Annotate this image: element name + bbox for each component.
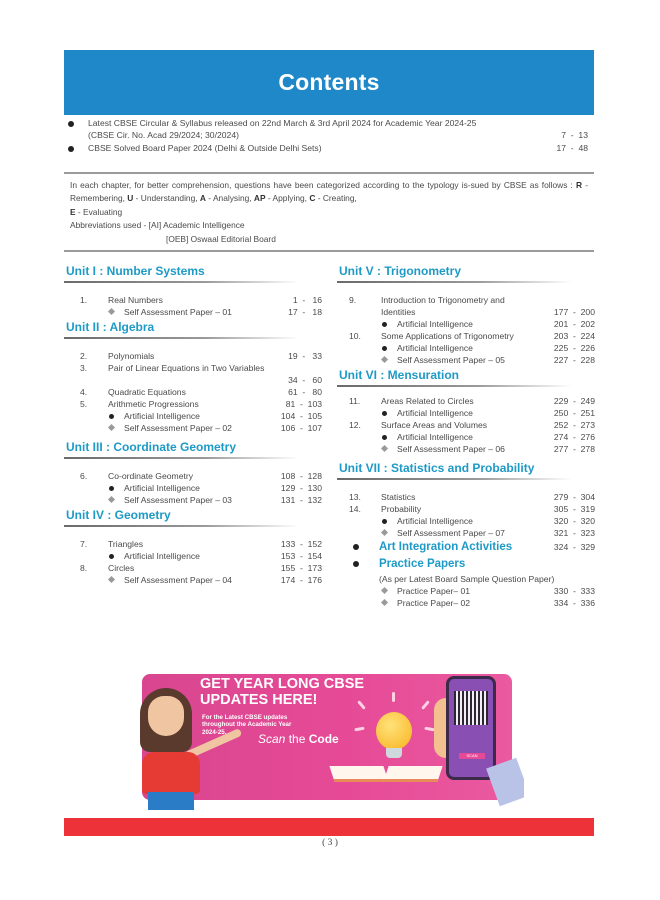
- girl-illustration-icon: [136, 678, 208, 810]
- footer-red-bar: [64, 818, 594, 836]
- page-range: 225 - 226: [553, 343, 595, 353]
- chapter-title: Statistics: [381, 492, 416, 502]
- toc-artificial-intelligence[interactable]: [337, 431, 599, 443]
- chapter-title: Some Applications of Trigonometry: [381, 331, 514, 341]
- light-ray-icon: [392, 692, 395, 702]
- toc-practice-paper[interactable]: [337, 585, 599, 597]
- toc-chapter[interactable]: [64, 362, 326, 386]
- diamond-bullet-icon: [381, 587, 388, 594]
- abbreviation-ai: Abbreviations used - [AI] Academic Intelligence: [70, 220, 245, 231]
- qr-code-icon[interactable]: [454, 691, 488, 725]
- page-range: 17 - 18: [288, 307, 322, 317]
- phone-qr-icon: [446, 676, 496, 780]
- sub-entry-title: Self Assessment Paper – 03: [124, 495, 232, 505]
- sub-entry-title: Artificial Intelligence: [397, 319, 473, 329]
- diamond-bullet-icon: [381, 529, 388, 536]
- toc-left-column: [64, 262, 326, 586]
- chapter-number: 2.: [80, 351, 88, 361]
- chapter-title: Quadratic Equations: [108, 387, 186, 397]
- typology-code: C: [309, 193, 316, 204]
- chapter-title: Pair of Linear Equations in Two Variables: [108, 363, 265, 373]
- banner-headline-line1: GET YEAR LONG CBSE: [200, 676, 365, 692]
- toc-chapter[interactable]: [337, 330, 599, 342]
- toc-chapter[interactable]: [337, 294, 599, 318]
- bullet-dot-icon: [68, 121, 74, 127]
- page-range: 1 - 16: [292, 295, 322, 305]
- page-range: 7 - 13: [561, 129, 588, 140]
- toc-self-assessment[interactable]: [64, 494, 326, 506]
- intro-item-syllabus[interactable]: [64, 118, 594, 141]
- page-range: 104 - 105: [280, 411, 322, 421]
- page-range: 155 - 173: [280, 563, 322, 573]
- chapter-title: Triangles: [108, 539, 144, 549]
- typology-label: - Remembering,: [70, 180, 588, 204]
- chapter-number: 8.: [80, 563, 88, 573]
- bullet-dot-icon: [382, 411, 387, 416]
- unit-heading[interactable]: Unit VI : Mensuration: [339, 368, 459, 382]
- chapter-number: 4.: [80, 387, 88, 397]
- scan-the-code-text: [258, 732, 339, 746]
- toc-chapter[interactable]: [337, 503, 599, 515]
- toc-right-column: [337, 262, 599, 609]
- sub-entry-title: Artificial Intelligence: [397, 343, 473, 353]
- page-range: 34 - 60: [288, 375, 322, 385]
- unit-divider: [64, 281, 299, 283]
- toc-chapter[interactable]: [64, 386, 326, 398]
- sub-entry-title: Artificial Intelligence: [124, 483, 200, 493]
- practice-papers-note: (As per Latest Board Sample Question Paper): [379, 574, 555, 584]
- unit-divider: [337, 478, 572, 480]
- sub-entry-title: Self Assessment Paper – 07: [397, 528, 505, 538]
- page-range: 334 - 336: [553, 598, 595, 608]
- page-range: 133 - 152: [280, 539, 322, 549]
- toc-self-assessment[interactable]: [64, 422, 326, 434]
- unit-divider: [64, 525, 299, 527]
- toc-artificial-intelligence[interactable]: [337, 342, 599, 354]
- toc-self-assessment[interactable]: [64, 574, 326, 586]
- chapter-number: 14.: [349, 504, 361, 514]
- sub-entry-title: Artificial Intelligence: [397, 432, 473, 442]
- banner-subtext-line3: 2024-25.: [202, 728, 227, 736]
- page-range: 129 - 130: [280, 483, 322, 493]
- toc-self-assessment[interactable]: [337, 443, 599, 455]
- bullet-dot-icon: [109, 486, 114, 491]
- chapter-number: 6.: [80, 471, 88, 481]
- typology-code: AP: [253, 193, 266, 204]
- bullet-dot-icon: [109, 554, 114, 559]
- bullet-dot-icon: [353, 544, 359, 550]
- contents-header-band: [64, 50, 594, 115]
- page-range: 321 - 323: [553, 528, 595, 538]
- chapter-title: Introduction to Trigonometry and Identities: [381, 295, 505, 317]
- page-range: 108 - 128: [280, 471, 322, 481]
- toc-artificial-intelligence[interactable]: [337, 407, 599, 419]
- page-range: 61 - 80: [288, 387, 322, 397]
- toc-artificial-intelligence[interactable]: [337, 515, 599, 527]
- page-range: 324 - 329: [553, 542, 595, 552]
- sub-entry-title: Self Assessment Paper – 04: [124, 575, 232, 585]
- toc-practice-paper[interactable]: [337, 597, 599, 609]
- toc-chapter[interactable]: [64, 294, 326, 306]
- lightbulb-icon: [376, 712, 412, 750]
- intro-item-line2: (CBSE Cir. No. Acad 29/2024; 30/2024): [88, 129, 239, 140]
- page-range: 305 - 319: [553, 504, 595, 514]
- toc-practice-papers[interactable]: [337, 556, 599, 573]
- page-range: 229 - 249: [553, 396, 595, 406]
- toc-art-integration[interactable]: [337, 539, 599, 556]
- chapter-title: Arithmetic Progressions: [108, 399, 199, 409]
- toc-self-assessment[interactable]: [64, 306, 326, 318]
- chapter-title: Circles: [108, 563, 135, 573]
- chapter-title: Areas Related to Circles: [381, 396, 474, 406]
- banner-subtext-line2: throughout the Academic Year: [202, 721, 292, 729]
- page-range: 174 - 176: [280, 575, 322, 585]
- chapter-number: 12.: [349, 420, 361, 430]
- typology-prefix: In each chapter, for better comprehension, questions have been categorized according to the typology is-sued by CBSE as follows :: [70, 180, 576, 190]
- page-range: 19 - 33: [288, 351, 322, 361]
- chapter-title: Real Numbers: [108, 295, 163, 305]
- page-range: 227 - 228: [553, 355, 595, 365]
- sub-entry-title: Artificial Intelligence: [124, 551, 200, 561]
- diamond-bullet-icon: [108, 496, 115, 503]
- typology-code: E: [70, 206, 76, 217]
- chapter-number: 7.: [80, 539, 88, 549]
- scan-button[interactable]: SCAN: [459, 753, 485, 759]
- page-range: 177 - 200: [553, 307, 595, 317]
- bullet-dot-icon: [109, 414, 114, 419]
- page-range: 277 - 278: [553, 444, 595, 454]
- page-range: 131 - 132: [280, 495, 322, 505]
- sub-entry-title: Self Assessment Paper – 02: [124, 423, 232, 433]
- typology-code: A: [199, 193, 206, 204]
- typology-label: - Analysing,: [205, 193, 254, 204]
- page-range: 203 - 224: [553, 331, 595, 341]
- special-section-title: Art Integration Activities: [379, 541, 513, 553]
- toc-chapter[interactable]: [337, 419, 599, 431]
- toc-chapter[interactable]: [337, 395, 599, 407]
- toc-chapter[interactable]: [64, 398, 326, 410]
- typology-note: [64, 172, 594, 252]
- page-title: Contents: [278, 69, 380, 95]
- page-range: 252 - 273: [553, 420, 595, 430]
- sub-entry-title: Self Assessment Paper – 01: [124, 307, 232, 317]
- chapter-title: Probability: [381, 504, 422, 514]
- bullet-dot-icon: [382, 435, 387, 440]
- typology-label: - Creating,: [315, 193, 357, 204]
- toc-self-assessment[interactable]: [337, 354, 599, 366]
- page-range: 330 - 333: [553, 586, 595, 596]
- page-range: 201 - 202: [553, 319, 595, 329]
- page-range: 106 - 107: [280, 423, 322, 433]
- chapter-number: 10.: [349, 331, 361, 341]
- abbreviation-oeb: [OEB] Oswaal Editorial Board: [166, 233, 276, 244]
- page-range: 17 - 48: [556, 143, 588, 153]
- page-range: 81 - 103: [285, 399, 322, 409]
- unit-heading[interactable]: Unit II : Algebra: [66, 320, 155, 334]
- page-range: 320 - 320: [553, 516, 595, 526]
- diamond-bullet-icon: [108, 424, 115, 431]
- toc-chapter[interactable]: [64, 350, 326, 362]
- sub-entry-title: Artificial Intelligence: [124, 411, 200, 421]
- unit-heading[interactable]: Unit I : Number Systems: [66, 264, 205, 278]
- toc-self-assessment[interactable]: [337, 527, 599, 539]
- the-word: the: [285, 732, 309, 746]
- bullet-dot-icon: [68, 146, 74, 152]
- toc-chapter[interactable]: [64, 470, 326, 482]
- unit-heading[interactable]: Unit IV : Geometry: [66, 508, 171, 522]
- sub-entry-title: Artificial Intelligence: [397, 408, 473, 418]
- bullet-dot-icon: [382, 346, 387, 351]
- sub-entry-title: Self Assessment Paper – 06: [397, 444, 505, 454]
- diamond-bullet-icon: [108, 576, 115, 583]
- banner-headline: [200, 676, 364, 708]
- sub-entry-title: Self Assessment Paper – 05: [397, 355, 505, 365]
- bullet-dot-icon: [353, 561, 359, 567]
- page-range: 250 - 251: [553, 408, 595, 418]
- toc-artificial-intelligence[interactable]: [64, 410, 326, 422]
- unit-divider: [337, 385, 572, 387]
- code-word: Code: [308, 732, 339, 746]
- toc-chapter[interactable]: [64, 562, 326, 574]
- typology-label: - Understanding,: [133, 193, 200, 204]
- toc-artificial-intelligence[interactable]: [337, 318, 599, 330]
- page-range: 274 - 276: [553, 432, 595, 442]
- banner-subtext-line1: For the Latest CBSE updates: [202, 714, 288, 721]
- diamond-bullet-icon: [381, 445, 388, 452]
- toc-artificial-intelligence[interactable]: [64, 482, 326, 494]
- special-section-title: Practice Papers: [379, 558, 466, 570]
- chapter-title: Surface Areas and Volumes: [381, 420, 488, 430]
- cbse-updates-banner[interactable]: [136, 670, 524, 810]
- chapter-number: 5.: [80, 399, 88, 409]
- intro-item-line1: Latest CBSE Circular & Syllabus released on 22nd March & 3rd April 2024 for Academic Year 2024-25: [88, 118, 477, 128]
- toc-chapter[interactable]: [337, 491, 599, 503]
- intro-list: [64, 118, 594, 155]
- typology-code: R: [576, 180, 583, 190]
- unit-heading[interactable]: Unit V : Trigonometry: [339, 264, 462, 278]
- diamond-bullet-icon: [108, 308, 115, 315]
- chapter-number: 13.: [349, 492, 361, 502]
- diamond-bullet-icon: [381, 356, 388, 363]
- lightbulb-base-icon: [386, 748, 402, 758]
- chapter-number: 9.: [349, 295, 357, 305]
- diamond-bullet-icon: [381, 599, 388, 606]
- page-range: 279 - 304: [553, 492, 595, 502]
- unit-heading[interactable]: Unit III : Coordinate Geometry: [66, 440, 237, 454]
- unit-divider: [64, 337, 299, 339]
- chapter-title: Co-ordinate Geometry: [108, 471, 194, 481]
- chapter-number: 3.: [80, 363, 88, 373]
- intro-item-line1: CBSE Solved Board Paper 2024 (Delhi & Outside Delhi Sets): [88, 143, 322, 153]
- scan-word: Scan: [258, 732, 286, 746]
- typology-text: [70, 179, 588, 219]
- banner-headline-line2: UPDATES HERE!: [200, 692, 318, 708]
- open-book-icon: [332, 766, 442, 788]
- chapter-title: Polynomials: [108, 351, 155, 361]
- typology-label: - Applying,: [265, 193, 310, 204]
- typology-label: - Evaluating: [75, 206, 123, 217]
- intro-item-board-paper[interactable]: [64, 143, 594, 155]
- sub-entry-title: Practice Paper– 02: [397, 598, 471, 608]
- typology-code: U: [127, 193, 134, 204]
- toc-chapter[interactable]: [64, 538, 326, 550]
- page-number: ( 3 ): [322, 838, 338, 848]
- bullet-dot-icon: [382, 519, 387, 524]
- unit-divider: [337, 281, 572, 283]
- bullet-dot-icon: [382, 322, 387, 327]
- page-range: 153 - 154: [280, 551, 322, 561]
- unit-divider: [64, 457, 299, 459]
- sub-entry-title: Practice Paper– 01: [397, 586, 471, 596]
- chapter-number: 11.: [349, 396, 361, 406]
- sub-entry-title: Artificial Intelligence: [397, 516, 473, 526]
- toc-artificial-intelligence[interactable]: [64, 550, 326, 562]
- chapter-number: 1.: [80, 295, 88, 305]
- unit-heading[interactable]: Unit VII : Statistics and Probability: [339, 461, 535, 475]
